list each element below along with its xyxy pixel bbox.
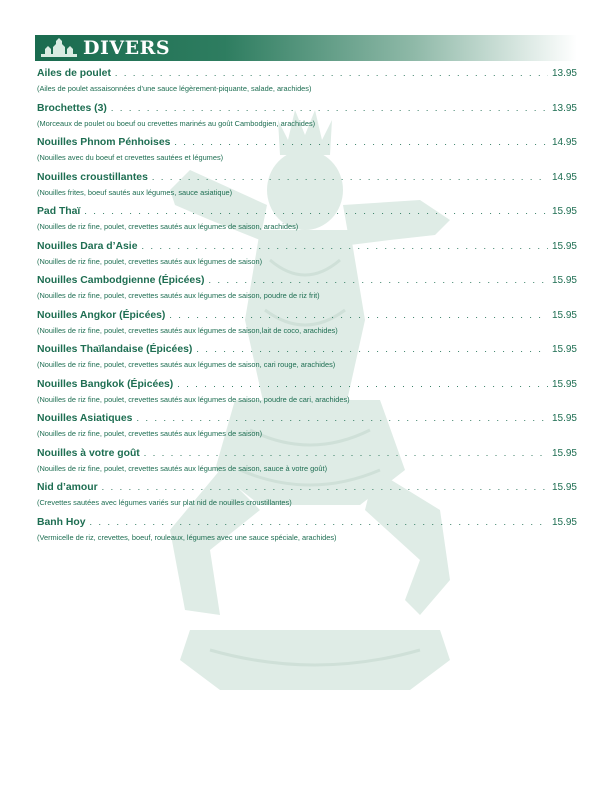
item-name: Nouilles Bangkok (Épicées) [37, 378, 174, 390]
menu-item [37, 172, 577, 207]
item-description: (Nouilles de riz fine, poulet, crevettes sautés aux légumes de saison, poudre de cari, arachides) [37, 394, 350, 404]
dot-leader [144, 448, 548, 458]
item-description: (Vermicelle de riz, crevettes, boeuf, rouleaux, légumes avec une sauce spéciale, arachides) [37, 532, 337, 542]
item-description: (Crevettes sautées avec légumes variés sur plat nid de nouilles croustillantes) [37, 498, 292, 507]
item-name: Ailes de poulet [37, 68, 111, 79]
menu-item [37, 137, 577, 172]
item-price: 15.95 [551, 378, 577, 390]
dot-leader [84, 206, 548, 216]
item-price: 13.95 [551, 68, 577, 79]
item-description: (Nouilles de riz fine, poulet, crevettes sautés aux légumes de saison, poudre de riz frit) [37, 291, 320, 300]
menu-item [37, 482, 577, 517]
item-description: (Nouilles de riz fine, poulet, crevettes sautés aux légumes de saison) [37, 256, 263, 266]
menu-item [37, 448, 577, 483]
item-price: 15.95 [551, 447, 577, 459]
item-name: Nouilles Dara d’Asie [37, 240, 138, 252]
dot-leader [136, 413, 548, 423]
item-name: Nouilles croustillantes [37, 171, 148, 183]
item-description: (Ailes de poulet assaisonnées d’une sauce légèrement-piquante, salade, arachides) [37, 84, 312, 93]
item-name: Nouilles Cambodgienne (Épicées) [37, 275, 205, 286]
item-description: (Nouilles de riz fine, poulet, crevettes sautés aux légumes de saison, cari rouge, arachides) [37, 360, 336, 369]
item-price: 13.95 [551, 102, 577, 114]
menu-item [37, 379, 577, 414]
menu-item [37, 241, 577, 276]
item-description: (Nouilles de riz fine, poulet, crevettes sautés aux légumes de saison, sauce à votre goût) [37, 463, 328, 473]
item-name: Nid d’amour [37, 482, 98, 493]
item-description: (Nouilles frites, boeuf sautés aux légumes, sauce asiatique) [37, 187, 233, 197]
dot-leader [174, 137, 548, 147]
item-price: 15.95 [551, 309, 577, 321]
item-description: (Nouilles avec du boeuf et crevettes sautées et légumes) [37, 153, 224, 162]
menu-item [37, 68, 577, 103]
section-header [35, 35, 577, 61]
dot-leader [111, 103, 548, 113]
item-name: Nouilles Thaïlandaise (Épicées) [37, 344, 193, 355]
menu-item [37, 103, 577, 138]
item-name: Nouilles à votre goût [37, 447, 140, 459]
item-name: Nouilles Angkor (Épicées) [37, 309, 166, 321]
item-name: Nouilles Phnom Pénhoises [37, 137, 171, 148]
dot-leader [152, 172, 548, 182]
item-price: 15.95 [551, 516, 577, 528]
menu-item [37, 517, 577, 552]
dot-leader [102, 482, 548, 492]
item-price: 15.95 [551, 206, 577, 217]
dot-leader [177, 379, 548, 389]
dot-leader [90, 517, 548, 527]
menu-item [37, 310, 577, 345]
item-description: (Nouilles de riz fine, poulet, crevettes sautés aux légumes de saison, arachides) [37, 222, 299, 231]
item-price: 15.95 [551, 413, 577, 424]
dot-leader [141, 241, 547, 251]
item-price: 15.95 [551, 240, 577, 252]
menu-item [37, 413, 577, 448]
menu-list [37, 68, 577, 551]
dot-leader [208, 275, 548, 285]
item-price: 14.95 [551, 137, 577, 148]
item-description: (Nouilles de riz fine, poulet, crevettes sautés aux légumes de saison,lait de coco, arachides) [37, 325, 338, 335]
item-name: Brochettes (3) [37, 102, 107, 114]
menu-item [37, 206, 577, 241]
item-price: 15.95 [551, 275, 577, 286]
menu-item [37, 344, 577, 379]
dot-leader [169, 310, 548, 320]
item-price: 14.95 [551, 171, 577, 183]
item-name: Nouilles Asiatiques [37, 413, 133, 424]
item-name: Pad Thaï [37, 206, 81, 217]
item-price: 15.95 [551, 482, 577, 493]
angkor-temple-icon [39, 38, 79, 58]
item-description: (Morceaux de poulet ou boeuf ou crevettes marinés au goût Cambodgien, arachides) [37, 118, 316, 128]
item-name: Banh Hoy [37, 516, 86, 528]
item-description: (Nouilles de riz fine, poulet, crevettes sautés aux légumes de saison) [37, 429, 263, 438]
menu-item [37, 275, 577, 310]
dot-leader [115, 68, 548, 78]
item-price: 15.95 [551, 344, 577, 355]
dot-leader [196, 344, 548, 354]
section-title: DIVERS [83, 37, 171, 59]
